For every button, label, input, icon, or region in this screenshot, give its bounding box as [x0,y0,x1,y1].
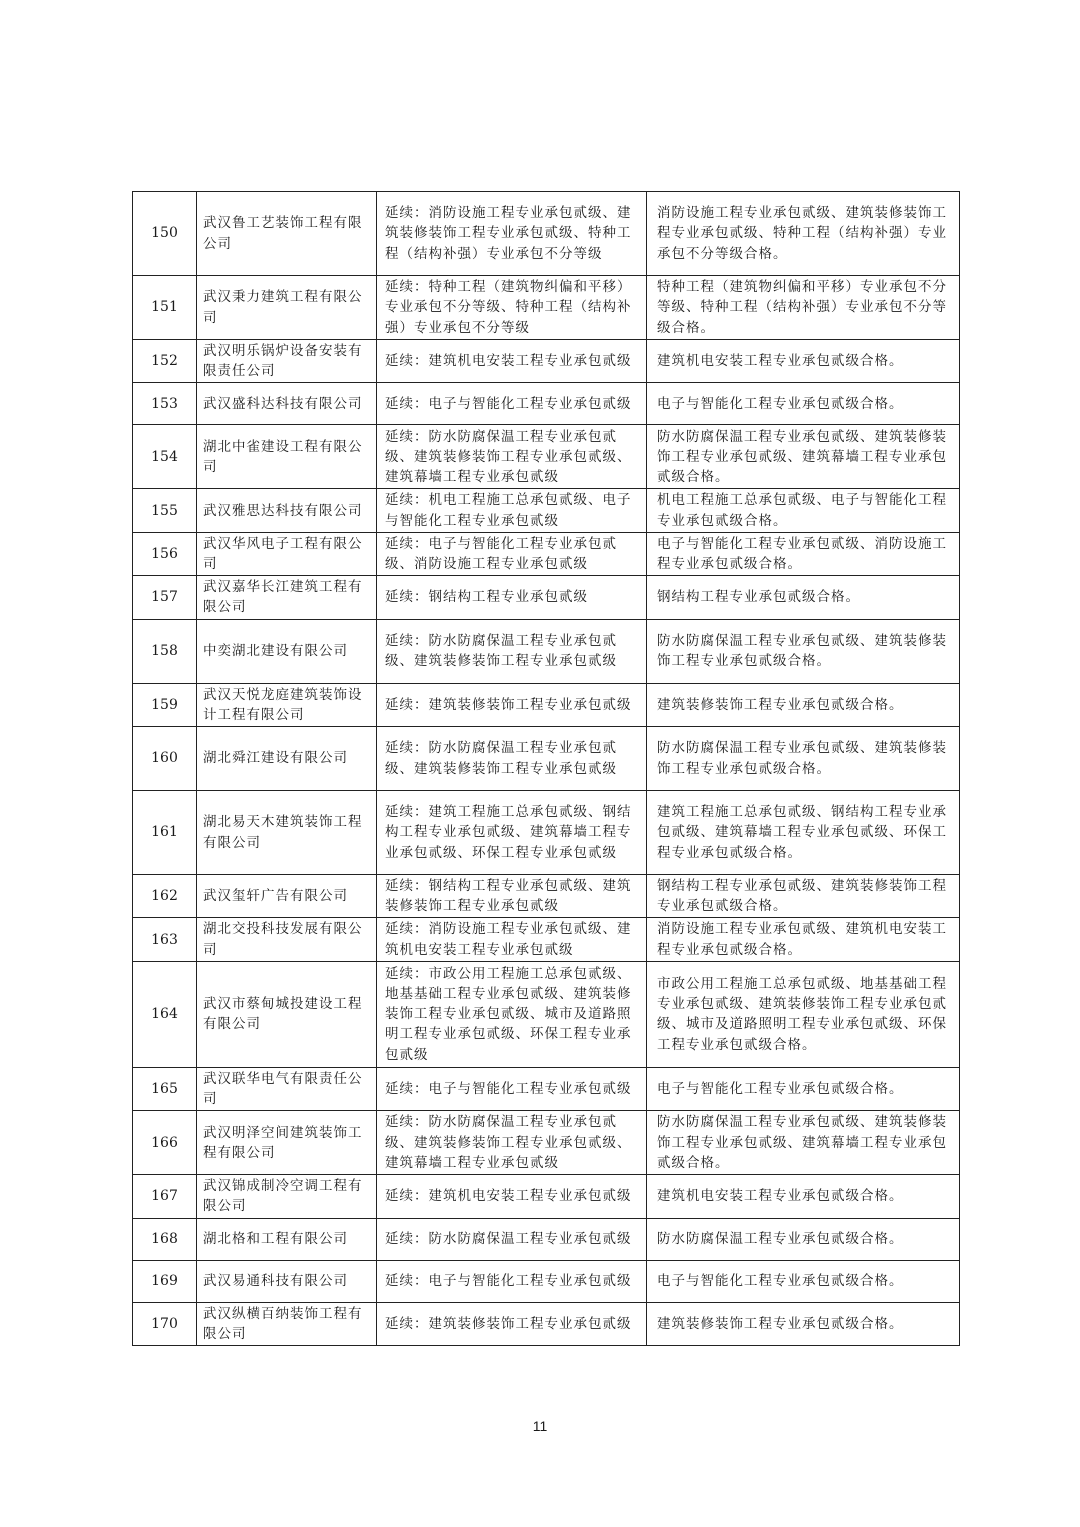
table-body [133,192,960,1346]
result-cell: 防水防腐保温工程专业承包贰级、建筑装修装饰工程专业承包贰级、建筑幕墙工程专业承包贰级合格。 [647,1111,960,1175]
company-name-cell: 湖北舜江建设有限公司 [197,727,377,791]
company-name-cell: 武汉天悦龙庭建筑装饰设计工程有限公司 [197,683,377,726]
company-name-cell: 湖北中雀建设工程有限公司 [197,425,377,489]
result-cell: 建筑装修装饰工程专业承包贰级合格。 [647,683,960,726]
table-row [133,791,960,875]
company-name-cell: 武汉明乐锅炉设备安装有限责任公司 [197,340,377,383]
row-number-cell: 163 [133,918,197,961]
company-name-cell: 武汉锦成制冷空调工程有限公司 [197,1175,377,1218]
table-row [133,425,960,489]
row-number-cell: 153 [133,383,197,425]
result-cell: 钢结构工程专业承包贰级合格。 [647,576,960,619]
result-cell: 市政公用工程施工总承包贰级、地基基础工程专业承包贰级、建筑装修装饰工程专业承包贰级、城市及道路照明工程专业承包贰级、环保工程专业承包贰级合格。 [647,961,960,1067]
table-row [133,1175,960,1218]
table-row [133,1218,960,1260]
company-name-cell: 武汉玺轩广告有限公司 [197,875,377,918]
row-number-cell: 158 [133,619,197,683]
company-name-cell: 武汉明泽空间建筑装饰工程有限公司 [197,1111,377,1175]
result-cell: 防水防腐保温工程专业承包贰级、建筑装修装饰工程专业承包贰级、建筑幕墙工程专业承包贰级合格。 [647,425,960,489]
result-cell: 消防设施工程专业承包贰级、建筑装修装饰工程专业承包贰级、特种工程（结构补强）专业承包不分等级合格。 [647,192,960,276]
application-cell: 延续：建筑机电安装工程专业承包贰级 [377,1175,647,1218]
result-cell: 消防设施工程专业承包贰级、建筑机电安装工程专业承包贰级合格。 [647,918,960,961]
application-cell: 延续：钢结构工程专业承包贰级、建筑装修装饰工程专业承包贰级 [377,875,647,918]
application-cell: 延续：防水防腐保温工程专业承包贰级、建筑装修装饰工程专业承包贰级 [377,727,647,791]
row-number-cell: 169 [133,1260,197,1302]
company-name-cell: 中奕湖北建设有限公司 [197,619,377,683]
row-number-cell: 156 [133,532,197,575]
row-number-cell: 150 [133,192,197,276]
application-cell: 延续：电子与智能化工程专业承包贰级 [377,1067,647,1110]
application-cell: 延续：电子与智能化工程专业承包贰级 [377,383,647,425]
application-cell: 延续：电子与智能化工程专业承包贰级、消防设施工程专业承包贰级 [377,532,647,575]
application-cell: 延续：防水防腐保温工程专业承包贰级、建筑装修装饰工程专业承包贰级、建筑幕墙工程专业承包贰级 [377,425,647,489]
application-cell: 延续：市政公用工程施工总承包贰级、地基基础工程专业承包贰级、建筑装修装饰工程专业承包贰级、城市及道路照明工程专业承包贰级、环保工程专业承包贰级 [377,961,647,1067]
application-cell: 延续：防水防腐保温工程专业承包贰级、建筑装修装饰工程专业承包贰级、建筑幕墙工程专业承包贰级 [377,1111,647,1175]
application-cell: 延续：防水防腐保温工程专业承包贰级、建筑装修装饰工程专业承包贰级 [377,619,647,683]
table-row [133,383,960,425]
company-name-cell: 武汉盛科达科技有限公司 [197,383,377,425]
company-name-cell: 湖北易天木建筑装饰工程有限公司 [197,791,377,875]
table-row [133,192,960,276]
table-row [133,576,960,619]
company-name-cell: 武汉华风电子工程有限公司 [197,532,377,575]
application-cell: 延续：建筑机电安装工程专业承包贰级 [377,340,647,383]
application-cell: 延续：建筑装修装饰工程专业承包贰级 [377,683,647,726]
result-cell: 电子与智能化工程专业承包贰级合格。 [647,1260,960,1302]
table-row [133,489,960,532]
application-cell: 延续：消防设施工程专业承包贰级、建筑装修装饰工程专业承包贰级、特种工程（结构补强）专业承包不分等级 [377,192,647,276]
company-name-cell: 武汉嘉华长江建筑工程有限公司 [197,576,377,619]
row-number-cell: 155 [133,489,197,532]
row-number-cell: 162 [133,875,197,918]
table-row [133,961,960,1067]
company-name-cell: 武汉雅思达科技有限公司 [197,489,377,532]
company-name-cell: 湖北格和工程有限公司 [197,1218,377,1260]
table-row [133,918,960,961]
result-cell: 建筑装修装饰工程专业承包贰级合格。 [647,1302,960,1345]
table-row [133,276,960,340]
application-cell: 延续：建筑工程施工总承包贰级、钢结构工程专业承包贰级、建筑幕墙工程专业承包贰级、环保工程专业承包贰级 [377,791,647,875]
table-row [133,619,960,683]
table-row [133,727,960,791]
row-number-cell: 166 [133,1111,197,1175]
qualification-table [132,191,960,1346]
row-number-cell: 157 [133,576,197,619]
result-cell: 防水防腐保温工程专业承包贰级、建筑装修装饰工程专业承包贰级合格。 [647,727,960,791]
company-name-cell: 湖北交投科技发展有限公司 [197,918,377,961]
result-cell: 电子与智能化工程专业承包贰级合格。 [647,1067,960,1110]
row-number-cell: 168 [133,1218,197,1260]
page-number: 11 [532,1418,548,1434]
table-row [133,1302,960,1345]
table-row [133,875,960,918]
row-number-cell: 167 [133,1175,197,1218]
result-cell: 特种工程（建筑物纠偏和平移）专业承包不分等级、特种工程（结构补强）专业承包不分等级合格。 [647,276,960,340]
company-name-cell: 武汉秉力建筑工程有限公司 [197,276,377,340]
application-cell: 延续：消防设施工程专业承包贰级、建筑机电安装工程专业承包贰级 [377,918,647,961]
result-cell: 防水防腐保温工程专业承包贰级、建筑装修装饰工程专业承包贰级合格。 [647,619,960,683]
table-row [133,1067,960,1110]
result-cell: 建筑工程施工总承包贰级、钢结构工程专业承包贰级、建筑幕墙工程专业承包贰级、环保工程专业承包贰级合格。 [647,791,960,875]
row-number-cell: 165 [133,1067,197,1110]
row-number-cell: 164 [133,961,197,1067]
result-cell: 电子与智能化工程专业承包贰级、消防设施工程专业承包贰级合格。 [647,532,960,575]
application-cell: 延续：建筑装修装饰工程专业承包贰级 [377,1302,647,1345]
row-number-cell: 152 [133,340,197,383]
row-number-cell: 159 [133,683,197,726]
table-row [133,340,960,383]
row-number-cell: 161 [133,791,197,875]
row-number-cell: 170 [133,1302,197,1345]
row-number-cell: 154 [133,425,197,489]
company-name-cell: 武汉易通科技有限公司 [197,1260,377,1302]
table-row [133,1111,960,1175]
application-cell: 延续：特种工程（建筑物纠偏和平移）专业承包不分等级、特种工程（结构补强）专业承包不分等级 [377,276,647,340]
result-cell: 机电工程施工总承包贰级、电子与智能化工程专业承包贰级合格。 [647,489,960,532]
company-name-cell: 武汉鲁工艺装饰工程有限公司 [197,192,377,276]
result-cell: 防水防腐保温工程专业承包贰级合格。 [647,1218,960,1260]
result-cell: 建筑机电安装工程专业承包贰级合格。 [647,1175,960,1218]
table-row [133,532,960,575]
application-cell: 延续：电子与智能化工程专业承包贰级 [377,1260,647,1302]
application-cell: 延续：钢结构工程专业承包贰级 [377,576,647,619]
company-name-cell: 武汉纵横百纳装饰工程有限公司 [197,1302,377,1345]
company-name-cell: 武汉市蔡甸城投建设工程有限公司 [197,961,377,1067]
row-number-cell: 160 [133,727,197,791]
company-name-cell: 武汉联华电气有限责任公司 [197,1067,377,1110]
application-cell: 延续：机电工程施工总承包贰级、电子与智能化工程专业承包贰级 [377,489,647,532]
result-cell: 电子与智能化工程专业承包贰级合格。 [647,383,960,425]
table-row [133,683,960,726]
result-cell: 钢结构工程专业承包贰级、建筑装修装饰工程专业承包贰级合格。 [647,875,960,918]
table-row [133,1260,960,1302]
row-number-cell: 151 [133,276,197,340]
application-cell: 延续：防水防腐保温工程专业承包贰级 [377,1218,647,1260]
result-cell: 建筑机电安装工程专业承包贰级合格。 [647,340,960,383]
